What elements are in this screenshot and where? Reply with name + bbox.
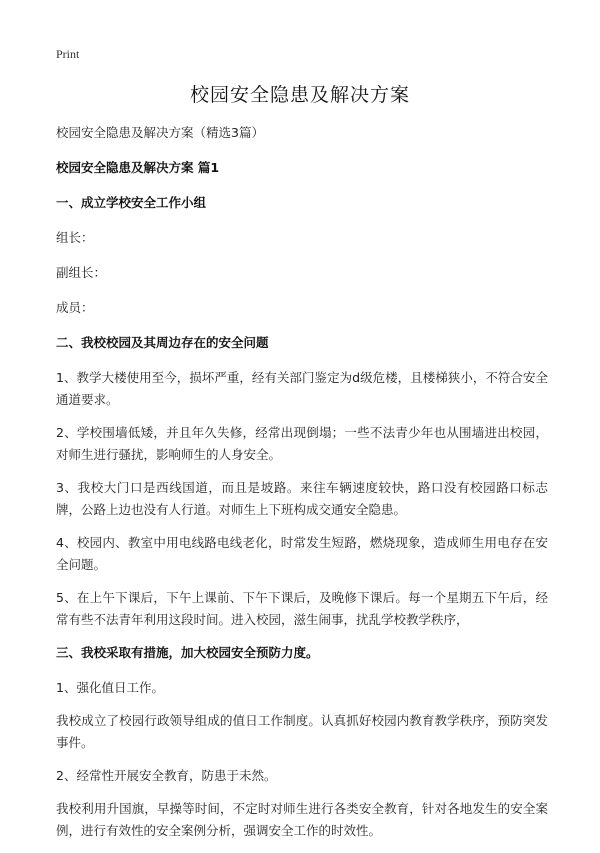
section1-heading: 一、成立学校安全工作小组 <box>56 195 207 210</box>
role-deputy-leader: 副组长： <box>56 265 107 280</box>
section2-item-2: 2、学校围墙低矮，并且年久失修，经常出现倒塌；一些不法青少年也从围墙进出校园，对师生进行骚扰，影响师生的人身安全。 <box>56 425 548 462</box>
document-body <box>56 122 548 853</box>
role-members: 成员： <box>56 300 94 315</box>
section3-paragraph-3: 2、经常性开展安全教育，防患于未然。 <box>56 768 277 783</box>
article-heading: 校园安全隐患及解决方案 篇1 <box>56 160 220 175</box>
section3-paragraph-1: 1、强化值日工作。 <box>56 680 164 695</box>
section2-item-3: 3、我校大门口是西线国道，而且是坡路。来往车辆速度较快，路口没有校园路口标志牌，公路上边也没有人行道。对师生上下班构成交通安全隐患。 <box>56 480 548 517</box>
section2-heading: 二、我校校园及其周边存在的安全问题 <box>56 335 269 350</box>
section3-paragraph-4: 我校利用升国旗，早操等时间，不定时对师生进行各类安全教育，针对各地发生的安全案例，进行有效性的安全案例分析，强调安全工作的时效性。 <box>56 801 548 838</box>
section2-item-5: 5、在上午下课后，下午上课前、下午下课后，及晚修下课后。每一个星期五下午后，经常有些不法青年利用这段时间。进入校园，滋生闹事，扰乱学校教学秩序， <box>56 590 548 627</box>
print-label: Print <box>56 47 80 61</box>
section3-heading: 三、我校采取有措施，加大校园安全预防力度。 <box>56 645 319 660</box>
section3-paragraph-2: 我校成立了校园行政领导组成的值日工作制度。认真抓好校园内教育教学秩序，预防突发事件。 <box>56 713 548 750</box>
section2-item-1: 1、教学大楼使用至今，损坏严重，经有关部门鉴定为d级危楼，且楼梯狭小，不符合安全通道要求。 <box>56 370 548 407</box>
role-leader: 组长： <box>56 230 94 245</box>
section2-item-4: 4、校园内、教室中用电线路电线老化，时常发生短路，燃烧现象，造成师生用电存在安全问题。 <box>56 535 548 572</box>
document-subtitle: 校园安全隐患及解决方案（精选3篇） <box>56 125 264 140</box>
document-title: 校园安全隐患及解决方案 <box>189 84 410 106</box>
